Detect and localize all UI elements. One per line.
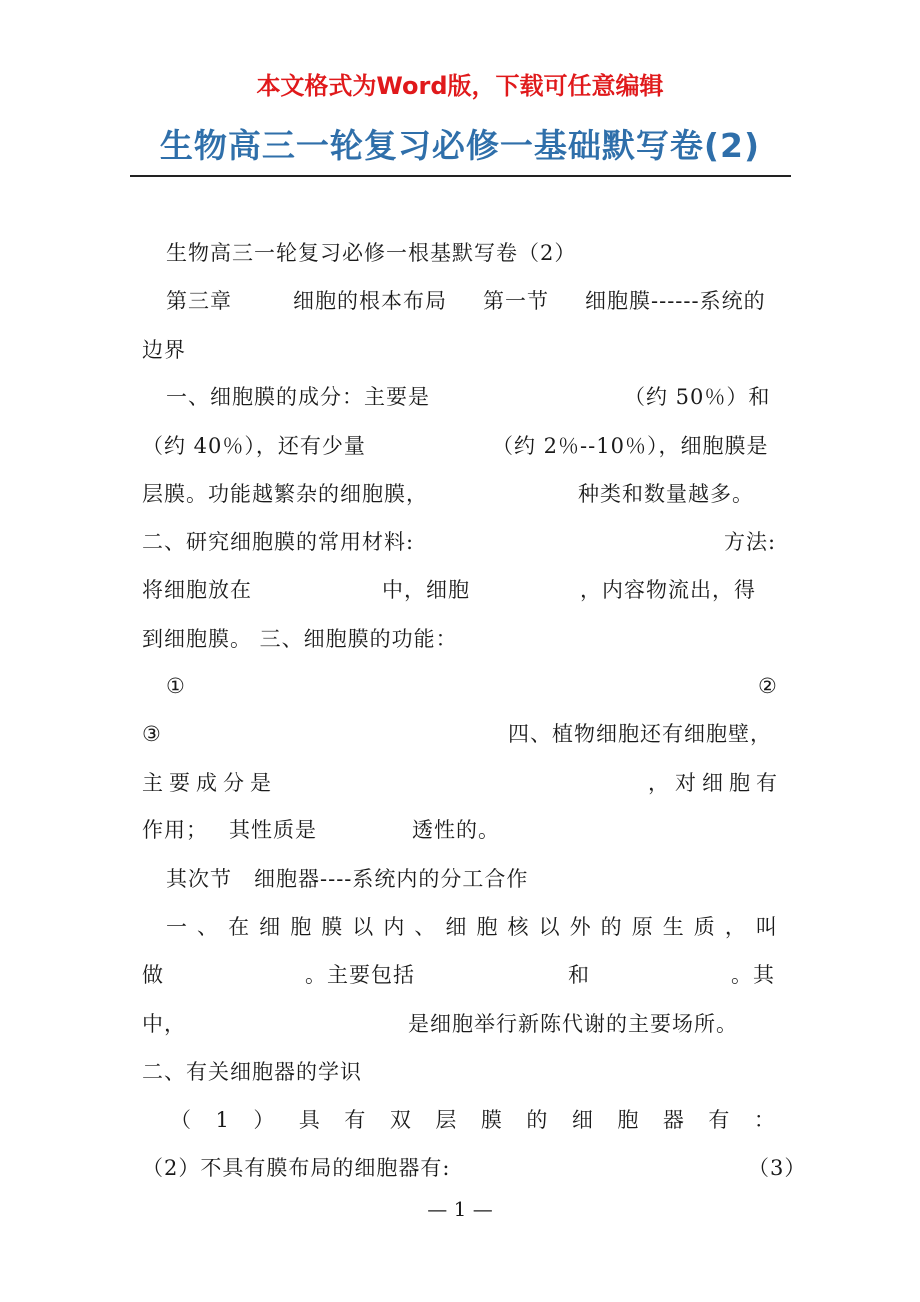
body-line: 做 [142,963,164,987]
body-line: 透性的。 [412,818,500,842]
body-line: 和 [568,963,590,987]
body-line: 层膜。功能越繁杂的细胞膜， [142,482,428,506]
blank-marker-1: ① [166,674,186,698]
section-heading: 二、有关细胞器的学识 [142,1060,362,1084]
download-banner: 本文格式为Word版，下载可任意编辑 [256,72,664,100]
chapter-title: 细胞的根本布局 [293,289,447,313]
page-number: — 1 — [427,1197,493,1221]
body-line: （约 50％）和 [624,385,771,409]
title-divider [130,175,791,177]
body-line: 边界 [142,338,186,362]
body-line: 。其 [731,963,775,987]
body-line: 方法: [724,530,777,554]
body-line: 到细胞膜。 三、细胞膜的功能： [142,627,458,651]
body-line: 中， [142,1012,186,1036]
justified-line: 一 、 在 细 胞 膜 以 内 、 细 胞 核 以 外 的 原 生 质 ， 叫 [166,915,778,939]
document-title: 生物高三一轮复习必修一基础默写卷(2) [159,126,761,165]
section-heading: 其次节 细胞器----系统内的分工合作 [166,867,529,891]
section-title: 细胞膜------系统的 [585,289,766,313]
body-line: 将细胞放在 [142,578,252,602]
body-line: 种类和数量越多。 [578,482,754,506]
body-line: （2）不具有膜布局的细胞器有: [142,1156,451,1180]
chapter-label: 第三章 [166,289,232,313]
body-line: 其性质是 [229,818,317,842]
body-line: 生物高三一轮复习必修一根基默写卷（2） [166,241,577,265]
body-line: 一、细胞膜的成分：主要是 [166,385,430,409]
body-line: （约 40％），还有少量 [142,434,366,458]
body-line: 四、植物细胞还有细胞壁， [508,722,772,746]
blank-marker-3: ③ [142,722,162,746]
body-line: ，对细胞有 [648,771,783,795]
justified-line: （ 1 ） 具 有 双 层 膜 的 细 胞 器 有 ： [170,1108,776,1132]
body-line: ，内容物流出，得 [580,578,756,602]
section-label: 第一节 [483,289,549,313]
body-line: 。主要包括 [305,963,415,987]
body-line: 作用； [142,818,208,842]
body-line: 主要成分是 [142,771,277,795]
body-line: 二、研究细胞膜的常用材料: [142,530,415,554]
body-line: （3） [748,1156,807,1180]
blank-marker-2: ② [758,674,778,698]
body-line: 中，细胞 [382,578,470,602]
body-line: （约 2％--10％），细胞膜是 [492,434,769,458]
body-line: 是细胞举行新陈代谢的主要场所。 [408,1012,738,1036]
